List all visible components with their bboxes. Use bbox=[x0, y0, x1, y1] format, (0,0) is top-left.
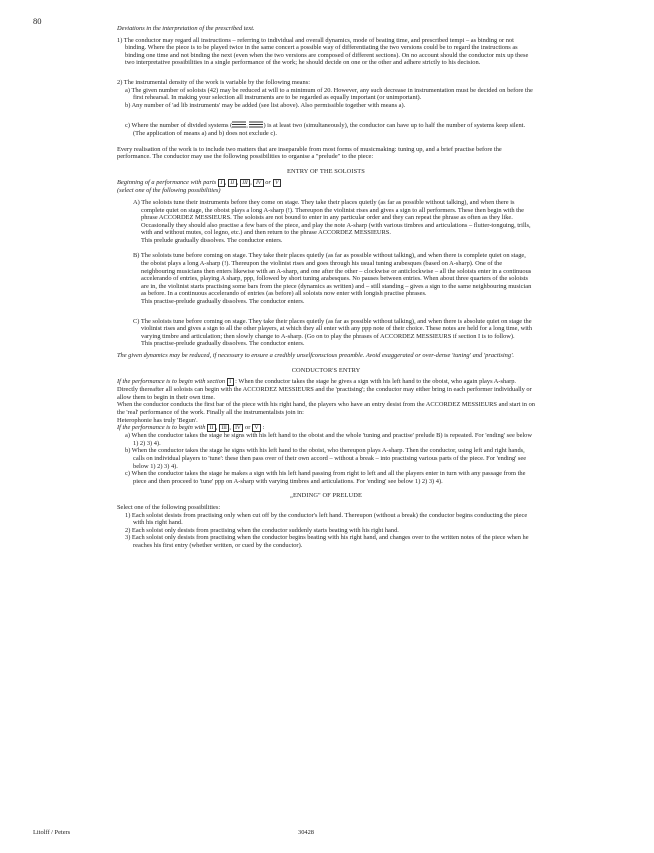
option-c-end: This practise-prelude gradually dissolves. The conductor enters. bbox=[141, 340, 305, 348]
if-begin-section-text: If the performance is to begin with section bbox=[117, 378, 226, 386]
staff-system-icon bbox=[232, 121, 246, 128]
paragraph-2b: b) Any number of 'ad lib instruments' may be added (see list above). Also permissible together with means a). bbox=[125, 101, 406, 109]
paragraph-2c-part1: c) Where the number of divided systems ( bbox=[125, 122, 233, 130]
entry-of-soloists-title: ENTRY OF THE SOLOISTS bbox=[287, 167, 365, 175]
part-box-5: V bbox=[273, 179, 281, 187]
or-text: or bbox=[245, 424, 251, 432]
conductor-paragraph-1-text: : When the conductor takes the stage he gives a sign with his left hand to the oboist, who again plays A-sharp. Directly thereafter all soloists can begin with the ACCORDEZ MESSIEURS and the 'practising'; the conductor may either bring in each performer individually or allow them to begin in their own time. bbox=[117, 378, 532, 401]
part-box-1: I bbox=[218, 179, 225, 187]
conductor-if-line: If the performance is to begin with II , III , IV or V : bbox=[117, 424, 265, 432]
part-box-4: IV bbox=[253, 179, 263, 187]
if-begin-with-text: If the performance is to begin with bbox=[117, 424, 206, 432]
paragraph-2-intro: 2) The instrumental density of the work is variable by the following means: bbox=[117, 78, 310, 86]
ending-option-1: 1) Each soloist desists from practising only when cut off by the conductor's left hand. Thereupon (without a break) the conductor begins conducting the piece with his right hand. bbox=[125, 511, 528, 527]
select-note: (select one of the following possibilities) bbox=[117, 187, 221, 195]
footer-plate-number: 30428 bbox=[298, 829, 314, 836]
conductor-option-b: b) When the conductor takes the stage he signs with his left hand to the oboist, who thereupon plays A-sharp. Then the conductor, using left and right hands, calls on individual players to 'tune': these then pass over of their own accord – without a break – into practising various parts of the piece. For 'ending' see below 1) 2) 3) 4). bbox=[125, 447, 527, 470]
part-box-2: II bbox=[228, 179, 237, 187]
conductor-paragraph-3: Heterophonie has truly 'Begun'. bbox=[117, 416, 198, 424]
beginning-line: Beginning of a performance with parts I , II , III , IV or V bbox=[117, 179, 535, 187]
or-text: or bbox=[265, 179, 271, 187]
document-body bbox=[117, 25, 535, 549]
section-box-1: I bbox=[227, 378, 234, 386]
footer-publisher: Litolff / Peters bbox=[33, 829, 71, 836]
conductor-paragraph-1 bbox=[117, 378, 535, 401]
section-heading: Deviations in the interpretation of the prescribed text. bbox=[117, 25, 255, 32]
conductor-option-a: a) When the conductor takes the stage he signs with his left hand to the oboist and the whole 'tuning and practise' prelude B) is repeated. For 'ending' see below 1) 2) 3) 4). bbox=[125, 432, 532, 447]
section-box-2: II bbox=[207, 424, 216, 432]
option-a: A) The soloists tune their instruments before they come on stage. They take their places quietly (as far as possible without talking), and when there is complete quiet on stage, the oboist plays a long A-sharp (!). Thereupon the violinist rises and gives a sign to all performers. These then begin with the phrase ACCORDEZ MESSIEURS. The soloists are not bound to enter in any particular order and they can repeat the phrase as often as they like. Occasionally they should also practise a few bars of the piece, and play the note A-sharp (with various timbres and articulations – flutter-tonguing, trills, with and without mutes, col legno, etc.) and then return to the phrase ACCORDEZ MESSIEURS. bbox=[133, 198, 531, 237]
staff-system-icon bbox=[249, 121, 263, 128]
conductors-entry-title: CONDUCTOR'S ENTRY bbox=[291, 366, 361, 374]
section-box-5: V bbox=[252, 424, 261, 432]
option-b: B) The soloists tune before coming on stage. They take their places quietly (as far as possible without talking), and when there is complete quiet on stage, the oboist plays a long A-sharp (!). Thereupon the violinist rises and goes through his usual tuning arabesques (based on A-sharp). One of the neighbouring musicians then enters likewise with an A-sharp, and one after the other – clockwise or anticlockwise – all the soloists enter in a continuous accelerando of entries, playing A sharp, ppp, followed by short tuning arabesques. No pauses between entries. When about three quarters of the soloists are in, the violinist starts practising some bars from the piece (dynamics as written) and – still standing – gives a sign to the same neighbouring musician as before. In a continuous accelerando of entries (as before) all soloists now enter with longish practise phrases. bbox=[133, 252, 532, 298]
ending-intro: Select one of the following possibilities: bbox=[117, 503, 221, 511]
paragraph-2a: a) The given number of soloists (42) may be reduced at will to a minimum of 20. However, any such decrease in instrumentation must be decided on before the first rehearsal. In making your selection all instruments are to be regarded as equally important (or unimportant). bbox=[125, 86, 533, 102]
beginning-text: Beginning of a performance with parts bbox=[117, 179, 217, 187]
page-number: 80 bbox=[33, 16, 42, 26]
option-b-end: This practise-prelude gradually dissolves. The conductor enters. bbox=[141, 298, 305, 306]
ending-option-2: 2) Each soloist only desists from practising when the conductor suddenly starts beating with his right hand. bbox=[125, 526, 399, 534]
part-box-3: III bbox=[240, 179, 251, 187]
section-box-3: III bbox=[219, 424, 230, 432]
ending-of-prelude-title: „ENDING" OF PRELUDE bbox=[290, 492, 362, 500]
paragraph-2c-part2: ) is at least two (simultaneously), the conductor can have up to half the number of systems keep silent. (The application of means a) and b) does not exclude c). bbox=[133, 122, 526, 137]
section-box-4: IV bbox=[233, 424, 244, 432]
conductor-paragraph-2: When the conductor conducts the first bar of the piece with his right hand, the players who have an entry desist from the ACCORDEZ MESSIEURS and start in on the 'real' performance of the work. Finally all the instrumentalists join in: bbox=[117, 401, 535, 416]
ending-option-3: 3) Each soloist only desists from practising when the conductor begins beating with his right hand, and changes over to the written notes of the piece when he reaches his first entry (whether written, or cued by the conductor). bbox=[125, 534, 529, 549]
dynamics-note: The given dynamics may be reduced, if necessary to ensure a credibly unselfconscious preamble. Avoid exaggerated or over-dense 'tuning' and 'practising'. bbox=[117, 352, 515, 359]
paragraph-3: Every realisation of the work is to include two matters that are inseparable from most forms of musicmaking: tuning up, and a brief practise before the performance. The conductor may use the following possibilities to organise a "prelude" to the piece: bbox=[117, 145, 502, 161]
option-c: C) The soloists tune before coming on stage. They take their places quietly (as far as possible without talking), and when there is absolute quiet on stage the violinist rises and gives a sign to all the other players, at which they all enter with any ppp note of their choice. These notes are held for a long time, with varying timbre and articulation; then slowly change to A-sharp. (Go on to play the phrases of ACCORDEZ MESSIEURS if section I is to follow). bbox=[133, 317, 533, 340]
option-a-end: This prelude gradually dissolves. The conductor enters. bbox=[141, 236, 283, 244]
paragraph-1: 1) The conductor may regard all instructions – referring to individual and overall dynamics, mode of beating time, and prescribed tempi – as binding or not binding. Where the piece is to be played twice in the same concert a possible way of differentiating the two versions could be to regard the instructions as binding one time and not binding the next (even when the two versions are composed of different sections). On no account should the conductor mix up these two interpretative possibilities in a single performance of the work; he should decide on one or the other and adhere strictly to his decision. bbox=[117, 36, 529, 67]
paragraph-2c: c) Where the number of divided systems ( , ) is at least two (simultaneously), the conductor can have up to half the number of systems keep silent. (The application of means a) and b) does not exclude c). bbox=[125, 122, 526, 137]
conductor-option-c: c) When the conductor takes the stage he makes a sign with his left hand passing from right to left and all the players enter in turn with any passage from the piece and then proceed to 'tune' ppp on A-sharp with varying timbres and articulations. For 'ending' see below 1) 2) 3) 4). bbox=[125, 470, 526, 485]
